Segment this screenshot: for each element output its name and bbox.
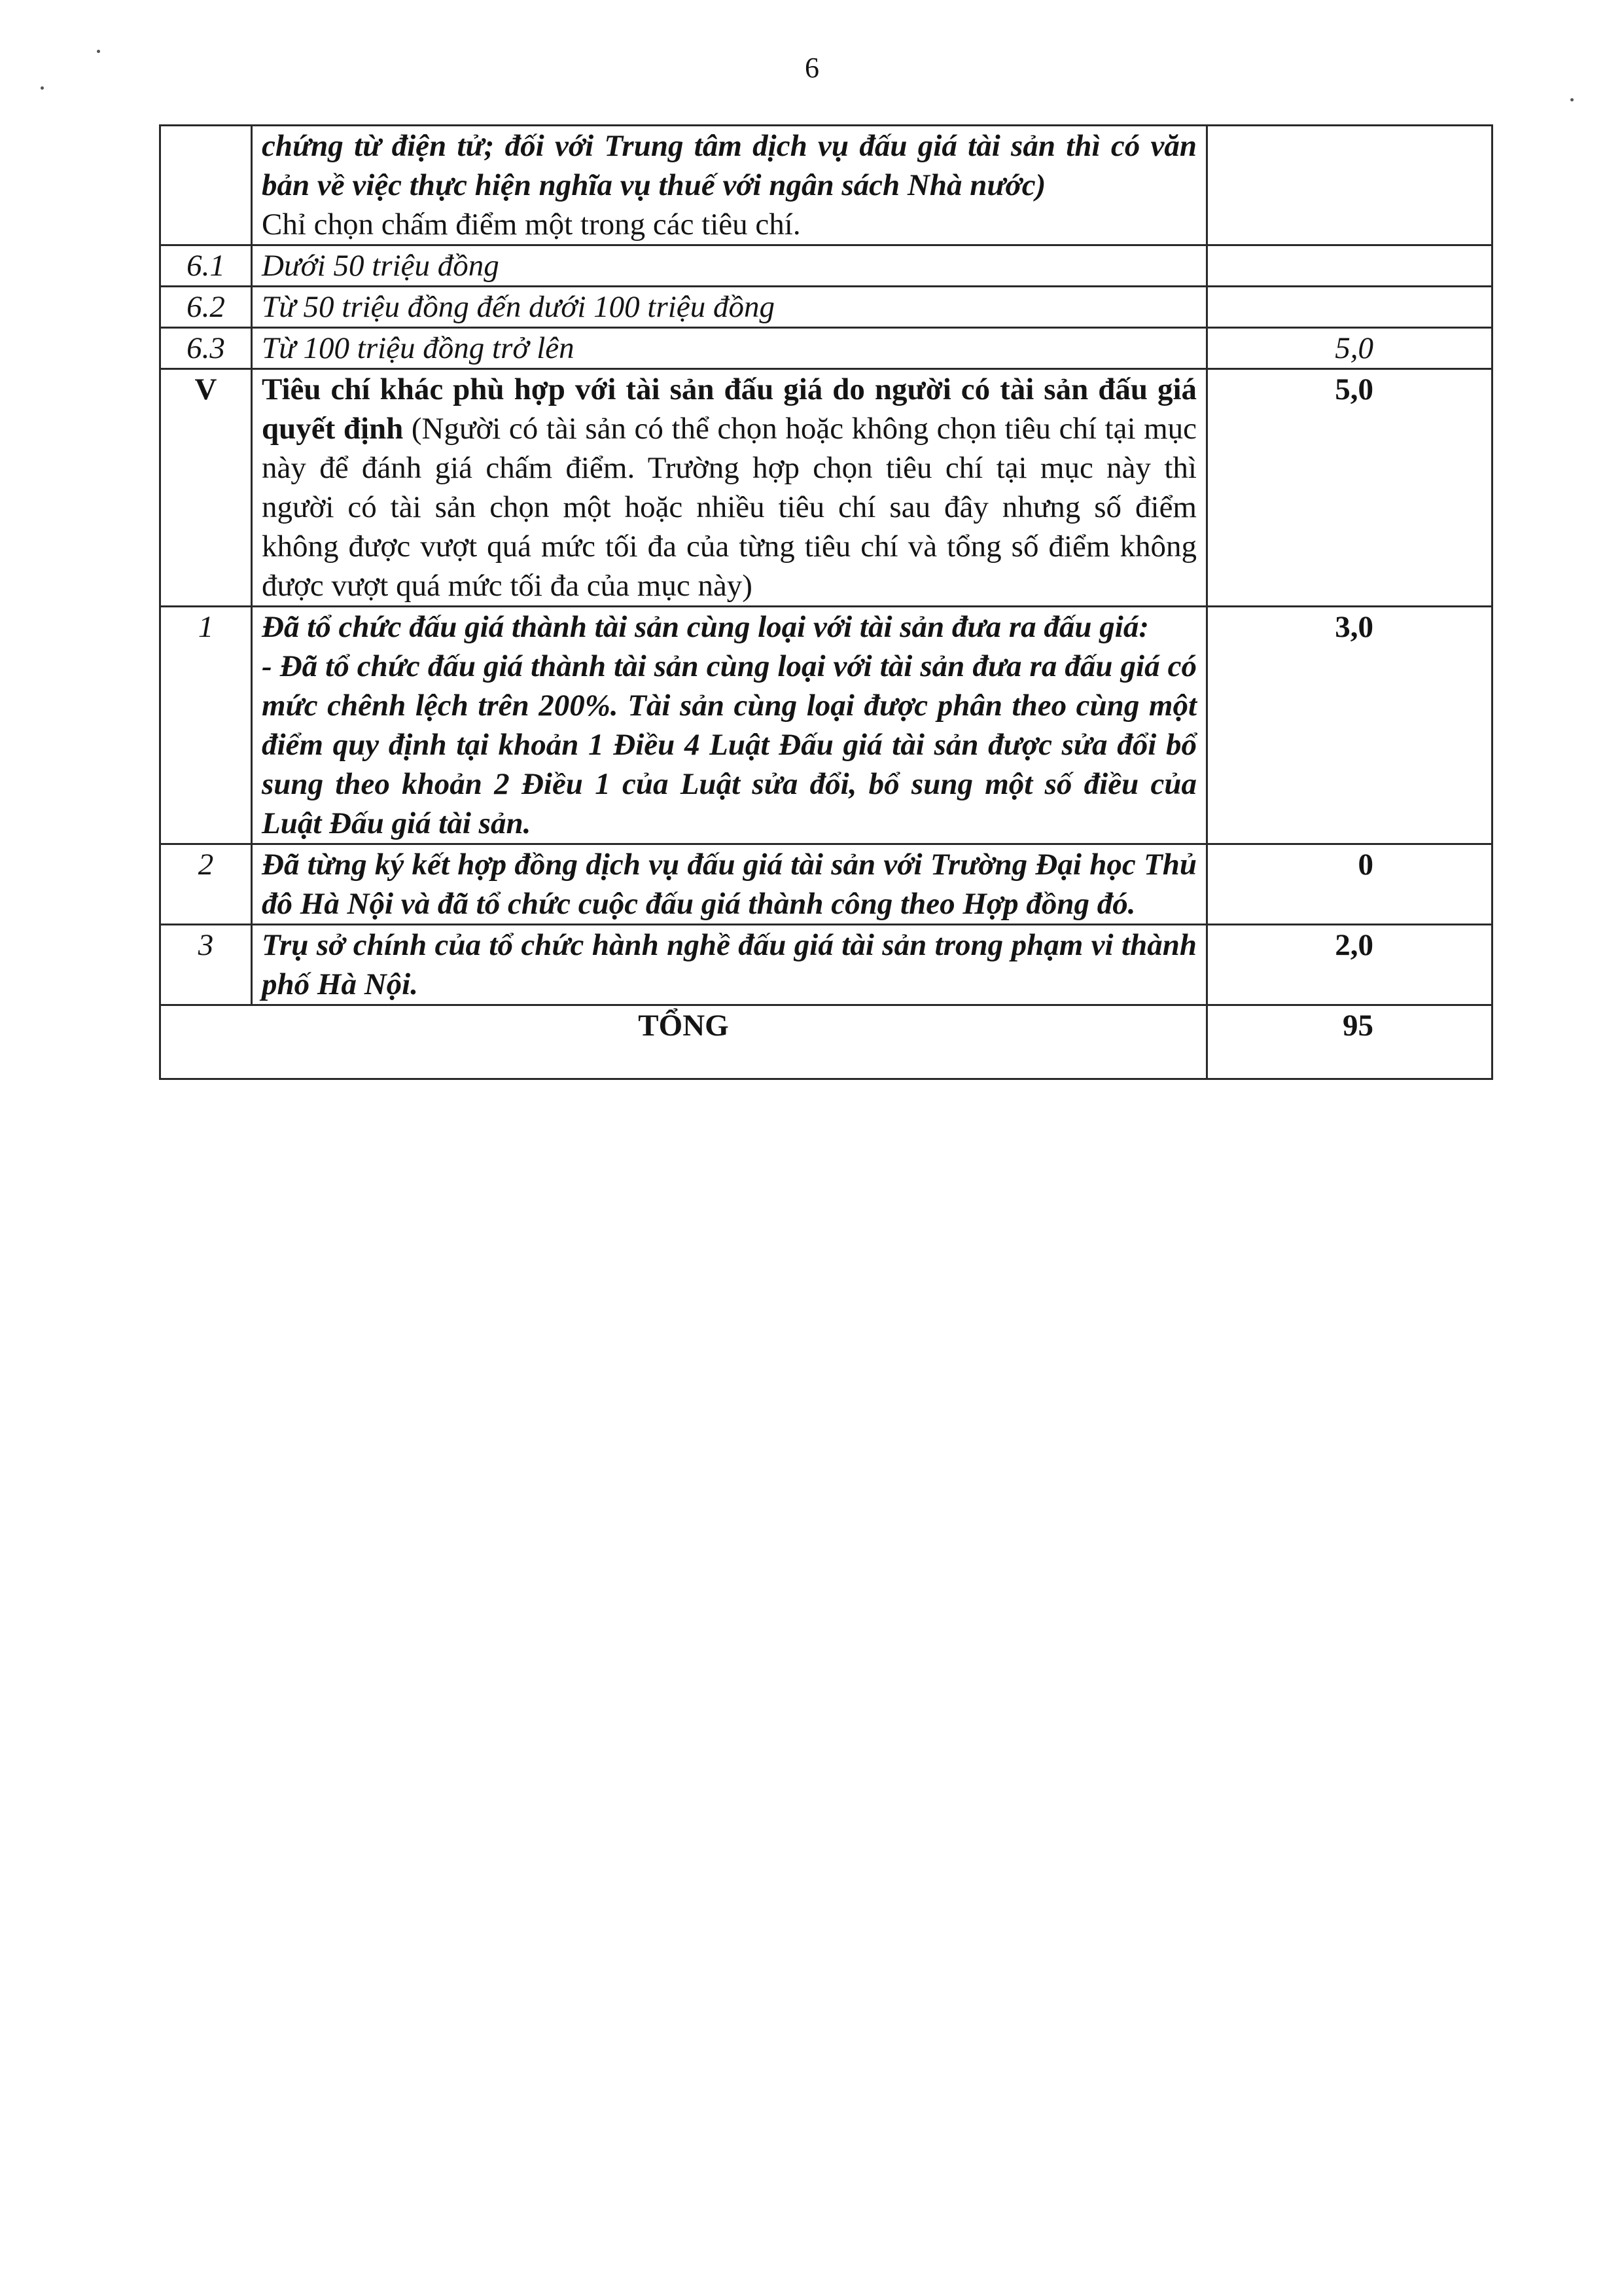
num-cell — [160, 126, 252, 245]
num-cell: 6.1 — [160, 245, 252, 287]
score-cell: 0 — [1207, 844, 1492, 925]
criterion-cell — [252, 369, 1207, 607]
score-cell: 3,0 — [1207, 607, 1492, 844]
criterion-note: Chỉ chọn chấm điểm một trong các tiêu chí. — [262, 207, 801, 242]
section-title: Tiêu chí khác phù hợp với tài sản đấu giá do người có tài sản đấu giá quyết định — [262, 372, 1197, 446]
criterion-cell: Đã từng ký kết hợp đồng dịch vụ đấu giá tài sản với Trường Đại học Thủ đô Hà Nội và đã tổ chức cuộc đấu giá thành công theo Hợp đồng đó. — [252, 844, 1207, 925]
total-row — [160, 1005, 1492, 1079]
scan-speck — [97, 50, 100, 53]
num-cell: 6.3 — [160, 328, 252, 369]
table-row — [160, 607, 1492, 844]
criterion-text: Đã tổ chức đấu giá thành tài sản cùng loại với tài sản đưa ra đấu giá: — [262, 610, 1149, 644]
num-cell: V — [160, 369, 252, 607]
table-row — [160, 126, 1492, 245]
score-cell: 5,0 — [1207, 328, 1492, 369]
score-cell — [1207, 245, 1492, 287]
table-row — [160, 287, 1492, 328]
criterion-detail: - Đã tổ chức đấu giá thành tài sản cùng loại với tài sản đưa ra đấu giá có mức chênh lệch trên 200%. Tài sản cùng loại được phân theo cùng một điểm quy định tại khoản 1 Điều 4 Luật Đấu giá tài sản được sửa đổi bổ sung theo khoản 2 Điều 1 của Luật sửa đổi, bổ sung một số điều của Luật Đấu giá tài sản. — [262, 649, 1197, 840]
num-cell: 6.2 — [160, 287, 252, 328]
total-label: TỔNG — [160, 1005, 1207, 1079]
criterion-cell: Dưới 50 triệu đồng — [252, 245, 1207, 287]
total-score: 95 — [1207, 1005, 1492, 1079]
criterion-continued-text: chứng từ điện tử; đối với Trung tâm dịch vụ đấu giá tài sản thì có văn bản về việc thực hiện nghĩa vụ thuế với ngân sách Nhà nước) — [262, 129, 1197, 202]
page-number: 6 — [805, 52, 819, 84]
section-description: (Người có tài sản có thể chọn hoặc không chọn tiêu chí tại mục này để đánh giá chấm điểm. Trường hợp chọn tiêu chí tại mục này thì người có tài sản chọn một hoặc nhiều tiêu chí sau đây nhưng số điểm không được vượt quá mức tối đa của từng tiêu chí và tổng số điểm không được vượt quá mức tối đa của mục này) — [262, 412, 1197, 603]
criterion-cell — [252, 607, 1207, 844]
score-cell: 2,0 — [1207, 925, 1492, 1005]
num-cell: 3 — [160, 925, 252, 1005]
criterion-cell — [252, 126, 1207, 245]
score-cell: 5,0 — [1207, 369, 1492, 607]
num-cell: 1 — [160, 607, 252, 844]
scan-speck — [41, 86, 44, 90]
table-row — [160, 369, 1492, 607]
score-cell — [1207, 126, 1492, 245]
table-row — [160, 245, 1492, 287]
table-row — [160, 844, 1492, 925]
criterion-cell: Từ 50 triệu đồng đến dưới 100 triệu đồng — [252, 287, 1207, 328]
criterion-cell: Từ 100 triệu đồng trở lên — [252, 328, 1207, 369]
score-cell — [1207, 287, 1492, 328]
num-cell: 2 — [160, 844, 252, 925]
criteria-table — [159, 124, 1493, 1080]
criterion-cell: Trụ sở chính của tổ chức hành nghề đấu giá tài sản trong phạm vi thành phố Hà Nội. — [252, 925, 1207, 1005]
scan-speck — [1570, 98, 1574, 101]
table-row — [160, 328, 1492, 369]
table-row — [160, 925, 1492, 1005]
